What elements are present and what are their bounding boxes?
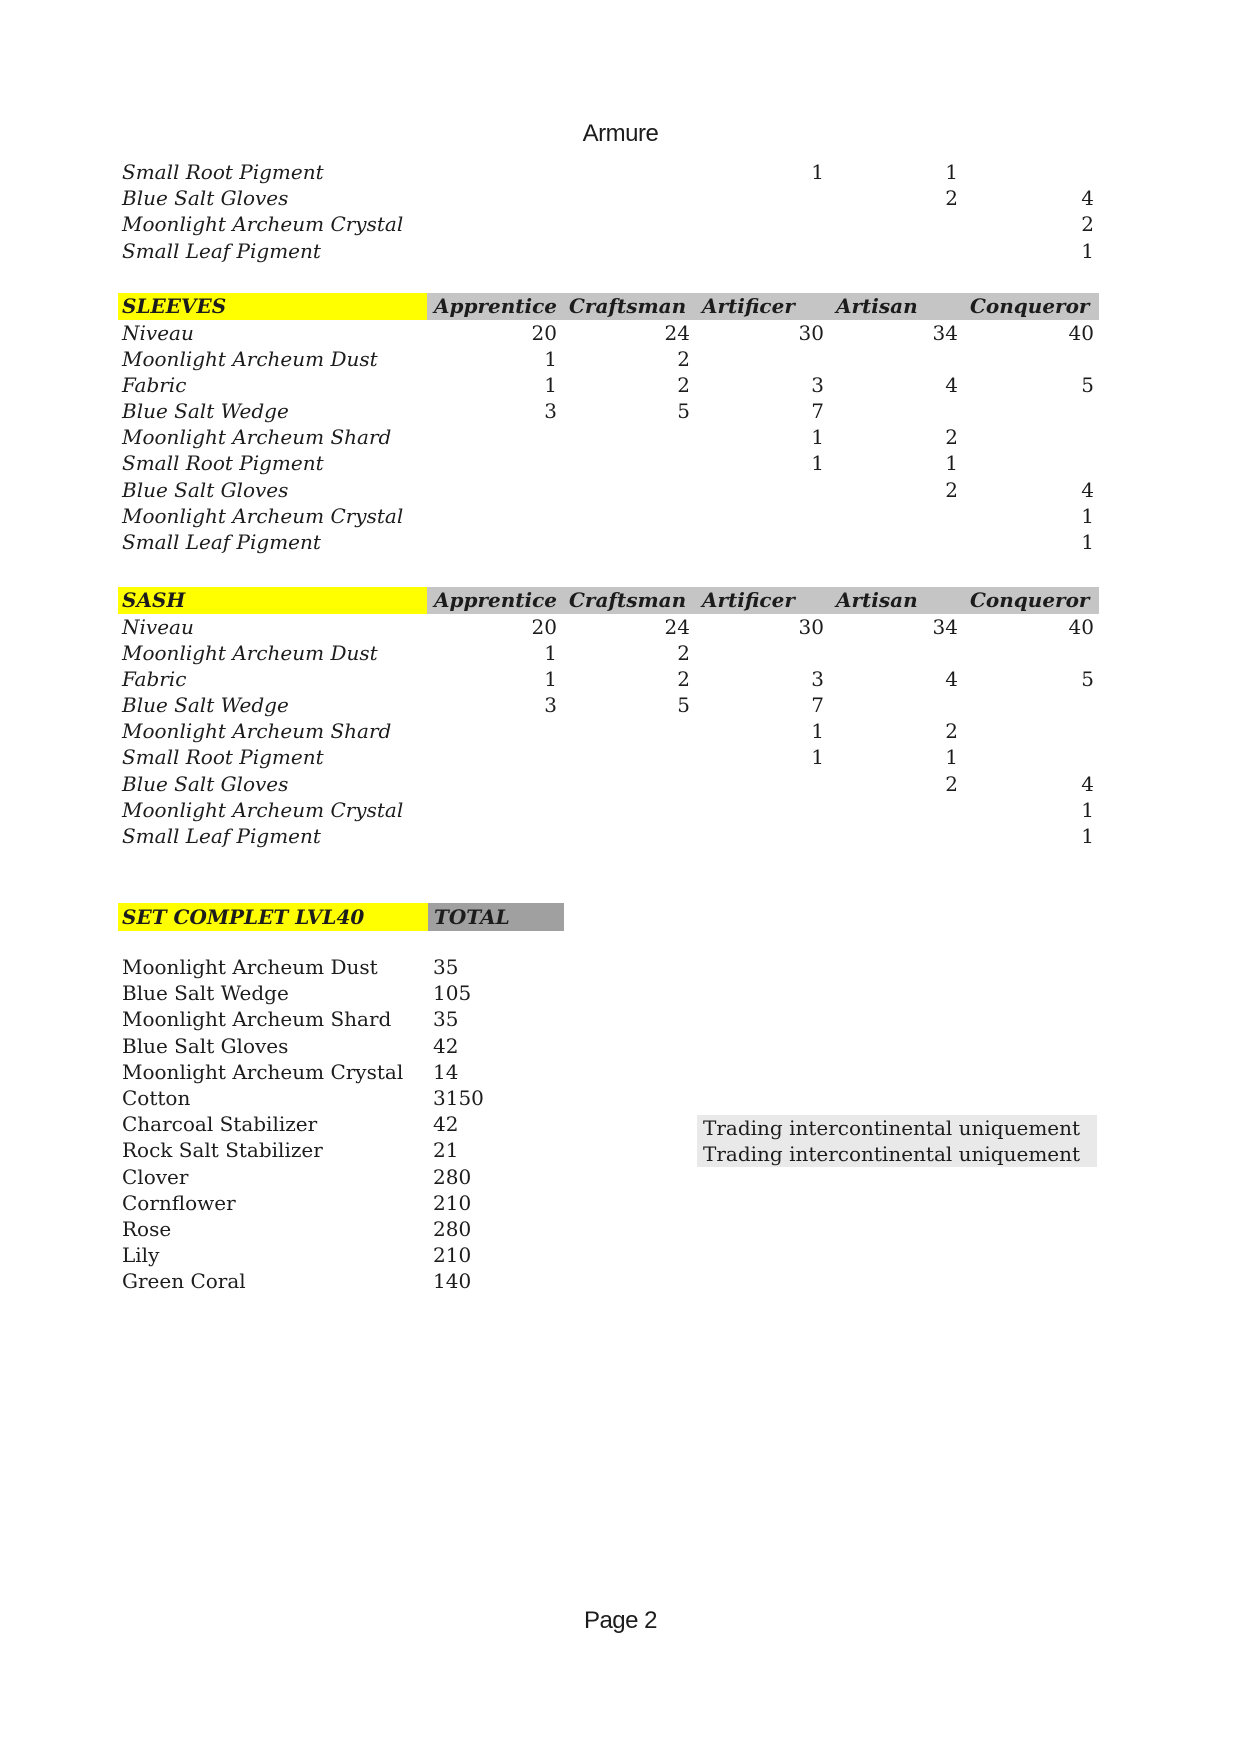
table-row	[118, 640, 1099, 666]
item-value: 2	[677, 640, 690, 665]
item-value	[963, 424, 1099, 450]
item-value	[427, 211, 562, 237]
item-value	[562, 744, 695, 770]
page-title: Armure	[582, 120, 659, 147]
note-line: Trading intercontinental uniquement	[703, 1142, 1081, 1167]
table-row	[118, 503, 1099, 529]
item-value: 3	[544, 693, 557, 718]
item-value	[427, 477, 562, 503]
table-row	[118, 238, 1099, 264]
item-name: Rock Salt Stabilizer	[122, 1138, 323, 1163]
item-value: 1	[544, 372, 557, 397]
table-title-set-complet: SET COMPLET LVL40	[118, 903, 428, 931]
item-value	[427, 503, 562, 529]
item-value	[427, 529, 562, 555]
column-header-artisan: Artisan	[829, 293, 963, 320]
table-sleeves-header	[118, 293, 1099, 320]
item-value	[427, 185, 562, 211]
note-line: Trading intercontinental uniquement	[703, 1116, 1081, 1140]
table-row	[118, 346, 1099, 372]
item-value: 4	[1081, 477, 1094, 502]
column-header-craftsman: Craftsman	[562, 293, 695, 320]
table-row	[118, 666, 1099, 692]
item-value: 24	[664, 320, 690, 345]
item-value	[695, 185, 829, 211]
table-row	[118, 744, 1099, 770]
column-header-artisan: Artisan	[829, 587, 963, 614]
item-name: Lily	[122, 1243, 160, 1268]
table-row	[118, 797, 1099, 823]
item-value: 1	[1081, 238, 1094, 263]
item-value: 14	[433, 1059, 459, 1084]
table-row	[118, 1033, 1099, 1059]
table-row	[118, 529, 1099, 555]
column-header-craftsman: Craftsman	[562, 587, 695, 614]
item-value	[829, 823, 963, 849]
item-value: 5	[677, 399, 690, 424]
item-value: 35	[433, 955, 459, 979]
item-value	[695, 771, 829, 797]
item-value: 2	[1081, 212, 1094, 237]
table-sleeves-rows	[118, 320, 1099, 556]
item-value	[695, 211, 829, 237]
item-name: Cotton	[122, 1085, 191, 1110]
item-value: 2	[945, 425, 958, 450]
item-value	[427, 718, 562, 744]
table-row	[118, 823, 1099, 849]
item-value: 1	[945, 160, 958, 184]
item-value	[829, 398, 963, 424]
item-name: Moonlight Archeum Dust	[122, 640, 378, 665]
item-name: Moonlight Archeum Shard	[122, 719, 392, 744]
item-name: Moonlight Archeum Shard	[122, 425, 392, 450]
item-value	[963, 346, 1099, 372]
item-value	[427, 450, 562, 476]
item-name: Cornflower	[122, 1190, 236, 1215]
item-value	[963, 450, 1099, 476]
item-value	[562, 450, 695, 476]
table-row	[118, 1216, 1099, 1242]
item-value: 3	[544, 399, 557, 424]
item-value: 140	[433, 1269, 472, 1294]
table-row	[118, 424, 1099, 450]
table-row	[118, 159, 1099, 185]
item-value	[562, 159, 695, 185]
item-name: Green Coral	[122, 1269, 246, 1294]
item-value	[562, 529, 695, 555]
item-value: 30	[798, 320, 824, 345]
column-header-apprentice: Apprentice	[427, 293, 562, 320]
item-value: 40	[1068, 320, 1094, 345]
item-value	[562, 503, 695, 529]
table-row	[118, 614, 1099, 640]
item-name: Moonlight Archeum Crystal	[122, 1059, 404, 1084]
item-value: 20	[531, 614, 557, 639]
column-header-conqueror: Conqueror	[963, 293, 1099, 320]
item-value	[562, 797, 695, 823]
item-name: Moonlight Archeum Crystal	[122, 503, 404, 528]
item-value: 40	[1068, 614, 1094, 639]
table-continuation	[118, 159, 1099, 264]
item-name: Moonlight Archeum Crystal	[122, 212, 404, 237]
item-value: 105	[433, 981, 472, 1006]
item-value	[963, 640, 1099, 666]
item-value	[963, 744, 1099, 770]
item-value	[427, 159, 562, 185]
item-value	[427, 238, 562, 264]
item-value: 24	[664, 614, 690, 639]
item-value: 1	[945, 745, 958, 770]
item-name: Small Root Pigment	[122, 745, 324, 770]
item-value: 4	[1081, 771, 1094, 796]
column-header-artificer: Artificer	[695, 293, 829, 320]
item-name: Niveau	[122, 614, 194, 639]
item-value	[963, 159, 1099, 185]
table-row	[118, 1242, 1099, 1268]
item-value: 2	[677, 372, 690, 397]
item-name: Clover	[122, 1164, 189, 1189]
item-value: 2	[945, 719, 958, 744]
item-value: 210	[433, 1190, 472, 1215]
item-value	[829, 529, 963, 555]
table-row	[118, 1085, 1099, 1111]
item-value: 3	[811, 372, 824, 397]
item-value	[695, 238, 829, 264]
item-value	[695, 346, 829, 372]
item-value: 1	[1081, 824, 1094, 848]
item-name: Charcoal Stabilizer	[122, 1112, 318, 1137]
item-value	[562, 718, 695, 744]
item-value	[427, 424, 562, 450]
item-value: 280	[433, 1216, 472, 1241]
item-value	[829, 238, 963, 264]
item-name: Niveau	[122, 320, 194, 345]
item-value	[695, 477, 829, 503]
item-value: 210	[433, 1243, 472, 1268]
item-value	[963, 692, 1099, 718]
table-row	[118, 372, 1099, 398]
item-value	[427, 771, 562, 797]
item-value: 35	[433, 1007, 459, 1032]
table-sash	[118, 587, 1099, 849]
item-value: 1	[811, 745, 824, 770]
item-value	[427, 823, 562, 849]
table-sash-header	[118, 587, 1099, 614]
item-value: 1	[544, 666, 557, 691]
item-value	[562, 238, 695, 264]
table-row	[118, 1268, 1099, 1294]
item-value	[562, 771, 695, 797]
item-value: 2	[945, 477, 958, 502]
item-value	[562, 211, 695, 237]
item-value: 20	[531, 320, 557, 345]
item-value	[562, 185, 695, 211]
item-value: 2	[945, 186, 958, 211]
item-value: 1	[1081, 503, 1094, 528]
table-sleeves	[118, 293, 1099, 555]
item-value	[829, 797, 963, 823]
item-value: 7	[811, 693, 824, 718]
table-row	[118, 1190, 1099, 1216]
item-value	[695, 503, 829, 529]
table-row	[118, 980, 1099, 1006]
item-value: 42	[433, 1033, 459, 1058]
table-row	[118, 771, 1099, 797]
item-value: 34	[932, 614, 958, 639]
item-value: 1	[811, 160, 824, 184]
table-continuation-rows	[118, 159, 1099, 264]
item-name: Fabric	[122, 666, 187, 691]
page-number: Page 2	[583, 1607, 658, 1634]
column-header-artificer: Artificer	[695, 587, 829, 614]
item-name: Moonlight Archeum Dust	[122, 955, 378, 979]
table-row	[118, 1059, 1099, 1085]
item-name: Blue Salt Gloves	[122, 771, 289, 796]
item-name: Small Leaf Pigment	[122, 530, 321, 554]
table-row	[118, 320, 1099, 346]
item-value	[695, 529, 829, 555]
item-value: 1	[544, 640, 557, 665]
item-value	[963, 718, 1099, 744]
table-row	[118, 211, 1099, 237]
item-value	[427, 744, 562, 770]
item-value: 4	[1081, 186, 1094, 211]
item-value	[829, 692, 963, 718]
item-name: Blue Salt Gloves	[122, 477, 289, 502]
item-value: 30	[798, 614, 824, 639]
item-value: 5	[1081, 372, 1094, 397]
item-value	[562, 477, 695, 503]
item-name: Blue Salt Gloves	[122, 1033, 289, 1058]
item-value	[695, 823, 829, 849]
item-value: 1	[544, 346, 557, 371]
trading-note-block	[697, 1115, 1097, 1167]
item-name: Moonlight Archeum Crystal	[122, 797, 404, 822]
item-name: Small Root Pigment	[122, 451, 324, 476]
item-name: Fabric	[122, 372, 187, 397]
table-row	[118, 1006, 1099, 1032]
item-value: 3	[811, 666, 824, 691]
table-row	[118, 450, 1099, 476]
table-set-complet-header	[118, 903, 1099, 931]
item-value: 5	[677, 693, 690, 718]
table-row	[118, 185, 1099, 211]
item-value: 2	[945, 771, 958, 796]
item-value: 7	[811, 399, 824, 424]
item-value: 1	[945, 451, 958, 476]
item-value	[829, 503, 963, 529]
item-value: 42	[433, 1112, 459, 1137]
item-value	[829, 211, 963, 237]
item-value: 280	[433, 1164, 472, 1189]
table-title-sash: SASH	[118, 587, 427, 614]
item-value: 1	[1081, 530, 1094, 554]
column-header-conqueror: Conqueror	[963, 587, 1099, 614]
column-header-apprentice: Apprentice	[427, 587, 562, 614]
item-value: 1	[811, 425, 824, 450]
item-value	[695, 640, 829, 666]
item-value	[562, 424, 695, 450]
table-row	[118, 1164, 1099, 1190]
item-name: Rose	[122, 1216, 172, 1241]
item-value	[829, 346, 963, 372]
item-value: 1	[1081, 797, 1094, 822]
item-value: 34	[932, 320, 958, 345]
item-value	[829, 640, 963, 666]
item-value: 2	[677, 346, 690, 371]
total-column-header: TOTAL	[428, 903, 564, 931]
item-name: Blue Salt Wedge	[122, 693, 289, 718]
item-value: 21	[433, 1138, 459, 1163]
item-value	[427, 797, 562, 823]
table-row	[118, 692, 1099, 718]
item-value: 5	[1081, 666, 1094, 691]
table-set-complet	[118, 903, 1099, 1294]
item-value: 3150	[433, 1085, 484, 1110]
item-value: 2	[677, 666, 690, 691]
item-name: Blue Salt Gloves	[122, 186, 289, 211]
item-value: 4	[945, 372, 958, 397]
item-name: Moonlight Archeum Shard	[122, 1007, 392, 1032]
item-value	[963, 398, 1099, 424]
item-value: 1	[811, 719, 824, 744]
item-name: Small Leaf Pigment	[122, 238, 321, 263]
item-name: Blue Salt Wedge	[122, 399, 289, 424]
table-sash-rows	[118, 614, 1099, 850]
table-title-sleeves: SLEEVES	[118, 293, 427, 320]
item-value: 1	[811, 451, 824, 476]
table-row	[118, 718, 1099, 744]
table-row	[118, 398, 1099, 424]
item-name: Small Leaf Pigment	[122, 824, 321, 848]
item-value	[562, 823, 695, 849]
item-name: Small Root Pigment	[122, 160, 324, 184]
item-name: Moonlight Archeum Dust	[122, 346, 378, 371]
table-row	[118, 477, 1099, 503]
item-value: 4	[945, 666, 958, 691]
item-name: Blue Salt Wedge	[122, 981, 289, 1006]
table-row	[118, 954, 1099, 980]
item-value	[695, 797, 829, 823]
